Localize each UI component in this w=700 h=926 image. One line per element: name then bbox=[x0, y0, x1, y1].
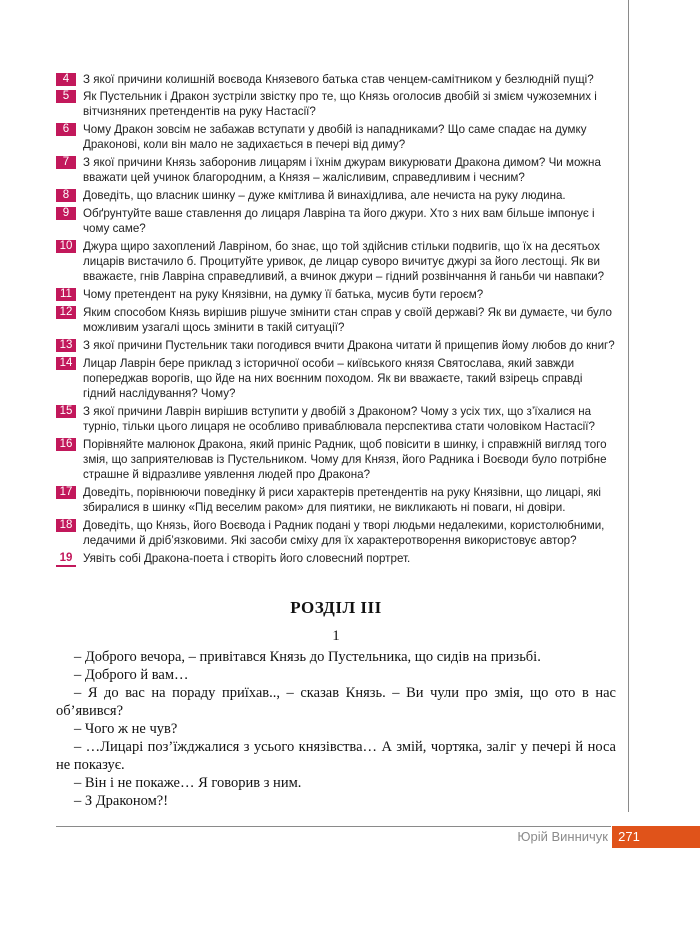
chapter-number: 1 bbox=[332, 628, 340, 644]
question-item bbox=[56, 404, 616, 434]
question-item bbox=[56, 485, 616, 515]
section-title: РОЗДІЛ ІІІ bbox=[290, 598, 382, 617]
question-text: Порівняйте малюнок Дракона, який приніс Радник, щоб повісити в шинку, і справжній вигляд того змія, що заприятелював із Пустельником. Чому для Князя, його Радника і Воєводи було потрібне страшне й відразливе уявлення людей про Дракона? bbox=[83, 438, 607, 481]
question-item bbox=[56, 89, 616, 119]
question-number-badge: 14 bbox=[56, 357, 76, 370]
question-number-badge: 19 bbox=[56, 552, 76, 567]
dialogue-line: – Він і не покаже… Я говорив з ним. bbox=[74, 775, 302, 791]
question-item bbox=[56, 437, 616, 482]
margin-rule-vertical bbox=[628, 0, 629, 812]
question-text: Чому Дракон зовсім не забажав вступати у двобій із нападниками? Що саме спадає на думку Драконові, коли він мало не задихається в печері від диму? bbox=[83, 123, 587, 151]
question-text: Доведіть, що Князь, його Воєвода і Радник подані у творі людьми недалекими, користолюбними, ледачими й дріб’язковими. Які засоби сміху для їх характеротворення використовує автор? bbox=[83, 519, 605, 547]
question-number-badge: 15 bbox=[56, 405, 76, 418]
question-number-badge: 4 bbox=[56, 73, 76, 86]
question-text: З якої причини колишній воєвода Князевого батька став ченцем-самітником у безлюдній пущі? bbox=[83, 73, 594, 86]
question-item bbox=[56, 518, 616, 548]
question-number-badge: 6 bbox=[56, 123, 76, 136]
dialogue-line: – Чого ж не чув? bbox=[74, 721, 178, 737]
question-item bbox=[56, 72, 616, 87]
dialogue-line: – Доброго вечора, – привітався Князь до Пустельника, що сидів на призьбі. bbox=[74, 649, 541, 665]
question-item bbox=[56, 305, 616, 335]
question-number-badge: 7 bbox=[56, 156, 76, 169]
question-text: Як Пустельник і Дракон зустріли звістку про те, що Князь оголосив двобій зі змієм чужоземних і вітчизняних претендентів на руку Настасії? bbox=[83, 90, 597, 118]
question-number-badge: 16 bbox=[56, 438, 76, 451]
dialogue-text bbox=[56, 648, 616, 810]
question-number-badge: 9 bbox=[56, 207, 76, 220]
question-number-badge: 17 bbox=[56, 486, 76, 499]
question-text: З якої причини Пустельник таки погодився вчити Дракона читати й прищепив йому любов до книг? bbox=[83, 339, 615, 352]
question-text: Лицар Лаврін бере приклад з історичної особи – київського князя Святослава, який завжди попереджав ворогів, що йде на них воєнним походом. Як ви вважаєте, такий взірець справді гідний наслідування? Чому? bbox=[83, 357, 583, 400]
question-item bbox=[56, 188, 616, 203]
question-number-badge: 12 bbox=[56, 306, 76, 319]
page-number: 271 bbox=[612, 826, 646, 848]
question-text: Яким способом Князь вирішив рішуче змінити стан справ у своїй державі? Як ви думаєте, чи було можливим узагалі щось змінити в такій ситуації? bbox=[83, 306, 612, 334]
question-text: Уявіть собі Дракона-поета і створіть його словесний портрет. bbox=[83, 552, 411, 565]
question-text: Доведіть, порівнюючи поведінку й риси характерів претендентів на руку Князівни, що лицарі, які збиралися в шинку «Під веселим раком» для пиятики, не викликають ні поваги, ні довіри. bbox=[83, 486, 601, 514]
footer-rule bbox=[56, 826, 611, 827]
question-text: Доведіть, що власник шинку – дуже кмітлива й винахідлива, але нечиста на руку людина. bbox=[83, 189, 566, 202]
question-item bbox=[56, 122, 616, 152]
question-item bbox=[56, 356, 616, 401]
question-text: Обґрунтуйте ваше ставлення до лицаря Лавріна та його джури. Хто з них вам більше імпонує і чому саме? bbox=[83, 207, 595, 235]
question-item bbox=[56, 155, 616, 185]
question-number-badge: 18 bbox=[56, 519, 76, 532]
question-item bbox=[56, 551, 616, 567]
question-item bbox=[56, 287, 616, 302]
question-list bbox=[56, 72, 616, 570]
question-number-badge: 13 bbox=[56, 339, 76, 352]
question-text: Чому претендент на руку Князівни, на думку її батька, мусив бути героєм? bbox=[83, 288, 484, 301]
question-number-badge: 11 bbox=[56, 288, 76, 301]
question-number-badge: 5 bbox=[56, 90, 76, 103]
question-number-badge: 10 bbox=[56, 240, 76, 253]
page-edge-tab bbox=[646, 826, 700, 848]
question-item bbox=[56, 338, 616, 353]
question-item bbox=[56, 206, 616, 236]
dialogue-line: – Я до вас на пораду приїхав.., – сказав Князь. – Ви чули про змія, що ото в нас об’явився? bbox=[56, 685, 616, 719]
question-number-badge: 8 bbox=[56, 189, 76, 202]
dialogue-line: – Доброго й вам… bbox=[74, 667, 189, 683]
question-text: З якої причини Лаврін вирішив вступити у двобій з Драконом? Чому з усіх тих, що з’їхалися на турніо, тільки цього лицаря не особливо приваблювала перспектива стати чоловіком Настасії? bbox=[83, 405, 595, 433]
question-item bbox=[56, 239, 616, 284]
dialogue-line: – З Драконом?! bbox=[74, 793, 169, 809]
running-footer-author: Юрій Винничук bbox=[517, 829, 608, 844]
dialogue-line: – …Лицарі поз’їжджалися з усього князівства… А змій, чортяка, заліг у печері й носа не показує. bbox=[56, 739, 616, 773]
question-text: Джура щиро захоплений Лавріном, бо знає, що той здійснив стільки подвигів, що їх на десятьох лицарів вистачило б. Процитуйте уривок, де лицар суворо вичитує джурі за його лестощі. Як ви вважаєте, гнів Лавріна справедливий, а вчинок джури – гідний розвінчання й ганьби чи навпаки? bbox=[83, 240, 605, 283]
question-text: З якої причини Князь заборонив лицарям і їхнім джурам викурювати Дракона димом? Чи можна вважати цей учинок благородним, а Князя – жалісливим, справедливим і чесним? bbox=[83, 156, 601, 184]
